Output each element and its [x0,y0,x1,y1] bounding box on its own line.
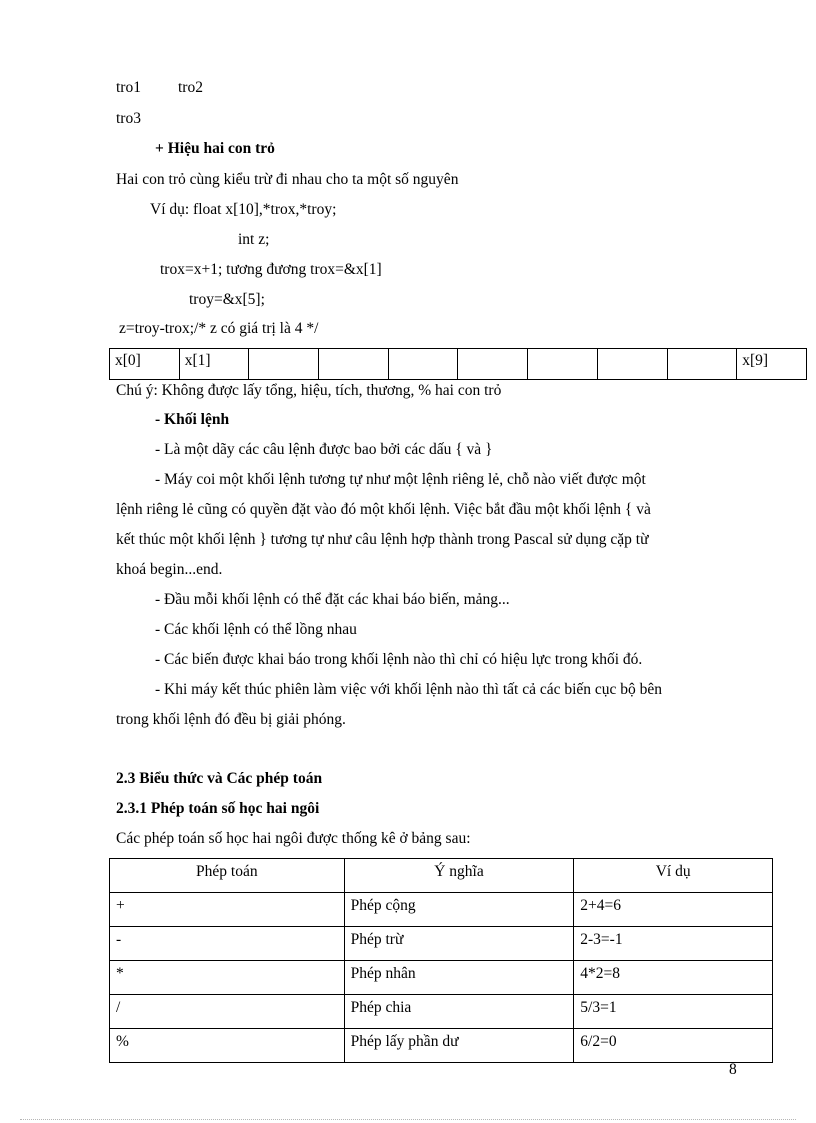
meaning-cell: Phép chia [344,995,574,1029]
paragraph-3: - Đầu mỗi khối lệnh có thể đặt các khai báo biến, mảng... [155,591,510,608]
array-cell: x[9] [737,349,807,380]
array-cell: x[0] [110,349,180,380]
section-heading-2-3: 2.3 Biểu thức và Các phép toán [116,770,323,787]
operators-table [109,858,773,1063]
section-heading-2-3-1: 2.3.1 Phép toán số học hai ngôi [116,800,320,817]
code-tro3: tro3 [116,110,141,127]
example-line-3: trox=x+1; tương đương trox=&x[1] [160,261,382,278]
code-tro2: tro2 [178,79,203,96]
hieu-description: Hai con trỏ cùng kiểu trừ đi nhau cho ta một số nguyên [116,171,459,188]
operator-cell: / [110,995,345,1029]
array-table [109,348,807,380]
operator-cell: % [110,1029,345,1063]
array-cell [458,349,528,380]
table-header-row [110,859,773,893]
array-row [110,349,807,380]
header-vi-du: Ví dụ [574,859,773,893]
table-row [110,1029,773,1063]
example-cell: 2-3=-1 [574,927,773,961]
table-intro: Các phép toán số học hai ngôi được thống kê ở bảng sau: [116,830,471,847]
example-line-5: z=troy-trox;/* z có giá trị là 4 */ [119,320,319,337]
subheading-hieu-hai-con-tro: + Hiệu hai con trỏ [155,140,275,157]
paragraph-4: - Các khối lệnh có thể lồng nhau [155,621,357,638]
paragraph-6-line-1: - Khi máy kết thúc phiên làm việc với khối lệnh nào thì tất cả các biến cục bộ bên [155,681,663,698]
page-bottom-divider [20,1119,796,1120]
operator-cell: * [110,961,345,995]
paragraph-1: - Là một dãy các câu lệnh được bao bởi các dấu { và } [155,441,493,458]
example-line-1: Ví dụ: float x[10],*trox,*troy; [150,201,337,218]
array-cell [388,349,458,380]
meaning-cell: Phép nhân [344,961,574,995]
array-cell [319,349,389,380]
array-cell [528,349,598,380]
subheading-khoi-lenh: - Khối lệnh [155,411,230,428]
example-cell: 6/2=0 [574,1029,773,1063]
array-cell [249,349,319,380]
example-line-4: troy=&x[5]; [189,291,265,308]
note-chu-y: Chú ý: Không được lấy tổng, hiệu, tích, thương, % hai con trỏ [116,382,502,399]
table-row [110,961,773,995]
table-row [110,893,773,927]
meaning-cell: Phép cộng [344,893,574,927]
paragraph-2-line-4: khoá begin...end. [116,561,223,578]
paragraph-2-line-2: lệnh riêng lẻ cũng có quyền đặt vào đó một khối lệnh. Việc bắt đầu một khối lệnh { và [116,501,651,518]
paragraph-2-line-1: - Máy coi một khối lệnh tương tự như một lệnh riêng lẻ, chỗ nào viết được một [155,471,646,488]
array-cell [667,349,737,380]
paragraph-5: - Các biến được khai báo trong khối lệnh nào thì chỉ có hiệu lực trong khối đó. [155,651,643,668]
table-row [110,995,773,1029]
header-phep-toan: Phép toán [110,859,345,893]
example-cell: 2+4=6 [574,893,773,927]
code-tro1: tro1 [116,79,141,96]
example-line-2: int z; [238,231,270,248]
page-number: 8 [729,1061,737,1078]
table-row [110,927,773,961]
meaning-cell: Phép trừ [344,927,574,961]
array-cell: x[1] [179,349,249,380]
example-cell: 5/3=1 [574,995,773,1029]
paragraph-2-line-3: kết thúc một khối lệnh } tương tự như câu lệnh hợp thành trong Pascal sử dụng cặp từ [116,531,649,548]
operator-cell: - [110,927,345,961]
meaning-cell: Phép lấy phần dư [344,1029,574,1063]
paragraph-6-line-2: trong khối lệnh đó đều bị giải phóng. [116,711,346,728]
operator-cell: + [110,893,345,927]
array-cell [597,349,667,380]
header-y-nghia: Ý nghĩa [344,859,574,893]
example-cell: 4*2=8 [574,961,773,995]
